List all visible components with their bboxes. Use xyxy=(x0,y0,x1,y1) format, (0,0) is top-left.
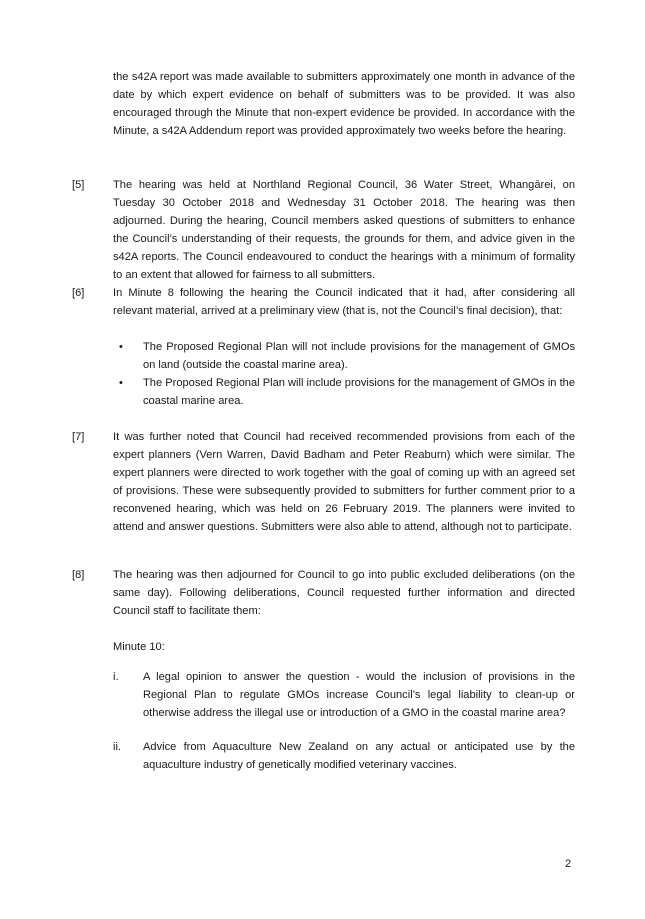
minute-label: Minute 10: xyxy=(113,641,165,653)
list-item-mark: i. xyxy=(113,671,119,683)
paragraph-6-number: [6] xyxy=(72,287,85,299)
list-item-text: Advice from Aquaculture New Zealand on any actual or anticipated use by the aquaculture industry of genetically modified veterinary vaccines. xyxy=(143,741,575,771)
paragraph-6-text: In Minute 8 following the hearing the Council indicated that it had, after considering all relevant material, arrived at a preliminary view (that is, not the Council’s final decision), that: xyxy=(113,287,575,317)
bullet-text: The Proposed Regional Plan will not include provisions for the management of GMOs on land (outside the coastal marine area). xyxy=(143,341,575,371)
bullet-mark: • xyxy=(119,341,123,353)
paragraph-5-text: The hearing was held at Northland Regional Council, 36 Water Street, Whangārei, on Tuesday 30 October 2018 and Wednesday 31 October 2018. The hearing was then adjourned. During the hearing, Council members asked questions of submitters to enhance the Council’s understanding of their requests, the grounds for them, and advice given in the s42A reports. The Council endeavoured to conduct the hearings with a minimum of formality to an extent that allowed for fairness to all submitters. xyxy=(113,179,575,281)
paragraph-5-number: [5] xyxy=(72,179,85,191)
list-item-text: A legal opinion to answer the question - would the inclusion of provisions in the Regional Plan to regulate GMOs increase Council’s legal liability to clean-up or otherwise address the illegal use or introduction of a GMO in the coastal marine area? xyxy=(143,671,575,719)
list-item-mark: ii. xyxy=(113,741,122,753)
paragraph-7-number: [7] xyxy=(72,431,85,443)
page-number: 2 xyxy=(565,858,572,870)
paragraph-7-text: It was further noted that Council had received recommended provisions from each of the expert planners (Vern Warren, David Badham and Peter Reaburn) which were similar. The expert planners were directed to work together with the goal of coming up with an agreed set of provisions. These were subsequently provided to submitters for further comment prior to a reconvened hearing, which was held on 26 February 2019. The planners were invited to attend and answer questions. Submitters were also able to attend, although not to participate. xyxy=(113,431,575,533)
paragraph-8-number: [8] xyxy=(72,569,85,581)
bullet-mark: • xyxy=(119,377,123,389)
paragraph-8-text: The hearing was then adjourned for Council to go into public excluded deliberations (on the same day). Following deliberations, Council requested further information and directed Council staff to facilitate them: xyxy=(113,569,575,617)
bullet-text: The Proposed Regional Plan will include provisions for the management of GMOs in the coastal marine area. xyxy=(143,377,575,407)
intro-paragraph: the s42A report was made available to submitters approximately one month in advance of the date by which expert evidence on behalf of submitters was to be provided. It was also encouraged through the Minute that non-expert evidence be provided. In accordance with the Minute, a s42A Addendum report was provided approximately two weeks before the hearing. xyxy=(113,71,575,137)
